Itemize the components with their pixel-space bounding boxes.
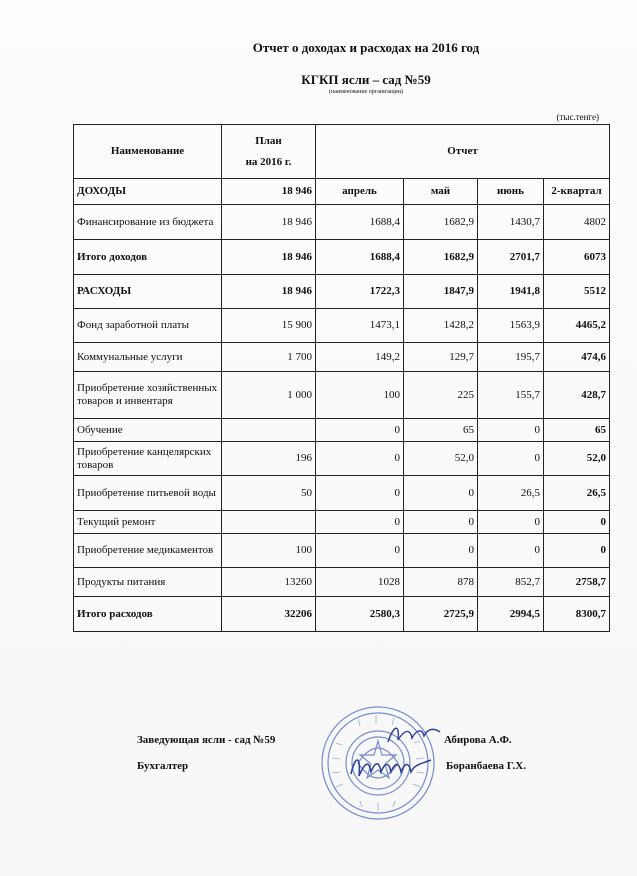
cell-c3: 2994,5	[478, 597, 544, 632]
cell-plan: 18 946	[222, 179, 316, 205]
cell-plan: 18 946	[222, 240, 316, 275]
cell-c3: 0	[478, 511, 544, 534]
cell-c1: 0	[316, 442, 404, 476]
cell-c4: 474,6	[544, 343, 610, 372]
cell-c1: 100	[316, 372, 404, 419]
table-row	[74, 240, 610, 275]
cell-c2: 65	[404, 419, 478, 442]
cell-c3: 1941,8	[478, 275, 544, 309]
table-row	[74, 442, 610, 476]
cell-plan	[222, 419, 316, 442]
cell-c1: 0	[316, 534, 404, 568]
organization-caption: (наименование организации)	[329, 89, 403, 95]
cell-c3: 26,5	[478, 476, 544, 511]
cell-c4: 2758,7	[544, 568, 610, 597]
header-report: Отчет	[316, 125, 610, 179]
cell-c4: 8300,7	[544, 597, 610, 632]
cell-c2: 2725,9	[404, 597, 478, 632]
head-signature-icon	[384, 722, 444, 748]
cell-plan: 50	[222, 476, 316, 511]
cell-c4: 5512	[544, 275, 610, 309]
cell-plan	[222, 511, 316, 534]
organization-name: КГКП ясли – сад №59	[301, 72, 431, 87]
cell-c3: 0	[478, 419, 544, 442]
row-name: Коммунальные услуги	[74, 343, 222, 372]
table-row	[74, 476, 610, 511]
accountant-name: Боранбаева Г.Х.	[446, 760, 527, 772]
cell-c1: 1028	[316, 568, 404, 597]
cell-c1: 149,2	[316, 343, 404, 372]
head-name: Абирова А.Ф.	[444, 734, 512, 746]
cell-c3: 852,7	[478, 568, 544, 597]
row-name: Фонд заработной платы	[74, 309, 222, 343]
cell-c2: 1682,9	[404, 205, 478, 240]
cell-c2: 52,0	[404, 442, 478, 476]
header-name: Наименование	[74, 125, 222, 179]
cell-c4: 26,5	[544, 476, 610, 511]
cell-c4: 2-квартал	[544, 179, 610, 205]
row-name: Приобретение канцелярских товаров	[74, 442, 222, 476]
row-name: Обучение	[74, 419, 222, 442]
cell-c2: 0	[404, 476, 478, 511]
cell-c3: 1430,7	[478, 205, 544, 240]
table-row	[74, 511, 610, 534]
head-title: Заведующая ясли - сад №59	[137, 734, 276, 746]
cell-c1: 0	[316, 419, 404, 442]
header-plan	[222, 125, 316, 179]
accountant-signature-icon	[347, 750, 435, 784]
cell-plan: 18 946	[222, 275, 316, 309]
table-row	[74, 419, 610, 442]
cell-c4: 428,7	[544, 372, 610, 419]
cell-c4: 6073	[544, 240, 610, 275]
row-name: Итого расходов	[74, 597, 222, 632]
cell-c3: 0	[478, 534, 544, 568]
header-plan-line2: на 2016 г.	[245, 155, 292, 168]
row-name: Продукты питания	[74, 568, 222, 597]
cell-c2: 878	[404, 568, 478, 597]
cell-c1: 1688,4	[316, 205, 404, 240]
table-row	[74, 179, 610, 205]
cell-plan: 100	[222, 534, 316, 568]
cell-c3: 2701,7	[478, 240, 544, 275]
table-row	[74, 205, 610, 240]
cell-plan: 196	[222, 442, 316, 476]
cell-c1: 0	[316, 476, 404, 511]
cell-c4: 4465,2	[544, 309, 610, 343]
table-row	[74, 534, 610, 568]
cell-c1: 2580,3	[316, 597, 404, 632]
cell-c2: 1428,2	[404, 309, 478, 343]
table-row	[74, 568, 610, 597]
cell-c3: 0	[478, 442, 544, 476]
cell-c4: 52,0	[544, 442, 610, 476]
table-row	[74, 275, 610, 309]
cell-plan: 1 700	[222, 343, 316, 372]
cell-c2: 129,7	[404, 343, 478, 372]
table-row	[74, 597, 610, 632]
table-body	[74, 179, 610, 632]
header-plan-line1: План	[255, 134, 282, 147]
cell-c4: 4802	[544, 205, 610, 240]
cell-c2: 0	[404, 534, 478, 568]
row-name: ДОХОДЫ	[74, 179, 222, 205]
cell-c4: 65	[544, 419, 610, 442]
row-name: Текущий ремонт	[74, 511, 222, 534]
report-table	[73, 124, 610, 632]
table-row	[74, 372, 610, 419]
row-name: Приобретение питьевой воды	[74, 476, 222, 511]
cell-c3: 1563,9	[478, 309, 544, 343]
table-header-row	[74, 125, 610, 179]
row-name: РАСХОДЫ	[74, 275, 222, 309]
cell-c1: 1688,4	[316, 240, 404, 275]
cell-plan: 13260	[222, 568, 316, 597]
cell-c2: 1847,9	[404, 275, 478, 309]
row-name: Приобретение медикаментов	[74, 534, 222, 568]
units-label: (тыс.тенге)	[556, 112, 599, 122]
cell-c2: 225	[404, 372, 478, 419]
cell-plan: 1 000	[222, 372, 316, 419]
row-name: Финансирование из бюджета	[74, 205, 222, 240]
cell-c1: апрель	[316, 179, 404, 205]
cell-c3: июнь	[478, 179, 544, 205]
cell-c4: 0	[544, 511, 610, 534]
cell-plan: 15 900	[222, 309, 316, 343]
cell-c1: 0	[316, 511, 404, 534]
document-title: Отчет о доходах и расходах на 2016 год	[252, 40, 480, 55]
cell-c1: 1722,3	[316, 275, 404, 309]
cell-plan: 18 946	[222, 205, 316, 240]
cell-c2: 0	[404, 511, 478, 534]
cell-plan: 32206	[222, 597, 316, 632]
row-name: Итого доходов	[74, 240, 222, 275]
cell-c2: 1682,9	[404, 240, 478, 275]
table-row	[74, 343, 610, 372]
cell-c2: май	[404, 179, 478, 205]
row-name: Приобретение хозяйственных товаров и инвентаря	[74, 372, 222, 419]
cell-c4: 0	[544, 534, 610, 568]
cell-c3: 155,7	[478, 372, 544, 419]
table-row	[74, 309, 610, 343]
cell-c1: 1473,1	[316, 309, 404, 343]
accountant-title: Бухгалтер	[137, 760, 189, 772]
cell-c3: 195,7	[478, 343, 544, 372]
